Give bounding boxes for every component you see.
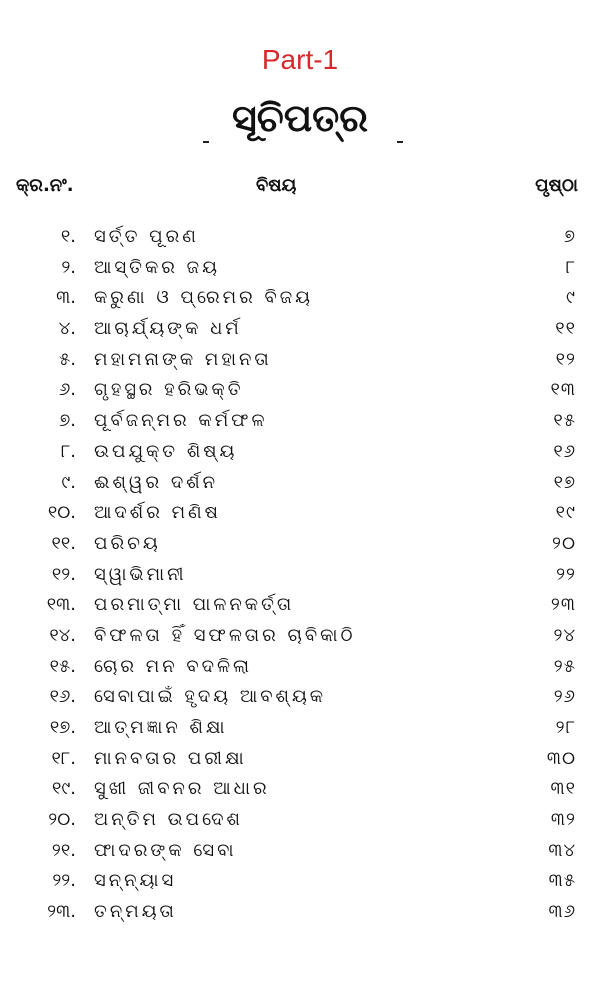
toc-row-number: ୨. bbox=[61, 256, 76, 278]
toc-row-page: ୩୦ bbox=[546, 747, 576, 769]
toc-row-subject: ଫାଦରଙ୍କ ସେବା bbox=[94, 839, 237, 861]
toc-row-page: ୨୪ bbox=[553, 624, 576, 646]
toc-row-number: ୧୩. bbox=[46, 594, 76, 616]
toc-row-subject: ସନ୍ନ୍ୟାସ bbox=[94, 870, 177, 892]
toc-row-number: ୧୪. bbox=[49, 624, 76, 646]
toc-row-page: ୭ bbox=[563, 226, 576, 247]
toc-row-page: ୨୦ bbox=[552, 532, 576, 554]
toc-row-subject: ଗୃହସ୍ଥର ହରିଭକ୍ତି bbox=[94, 379, 244, 401]
toc-row-number: ୯. bbox=[61, 471, 76, 493]
toc-row-number: ୬. bbox=[58, 379, 76, 401]
toc-row-subject: ଆତ୍ମଜ୍ଞାନ ଶିକ୍ଷା bbox=[94, 717, 228, 738]
toc-row-subject: ମହାମନାଙ୍କ ମହାନତା bbox=[94, 348, 272, 370]
part-label: Part-1 bbox=[261, 44, 339, 75]
toc-row-subject: ସେବାପାଇଁ ହୃଦୟ ଆବଶ୍ୟକ bbox=[94, 686, 327, 708]
toc-row-number: ୨୨. bbox=[52, 870, 76, 892]
toc-row-page: ୨୨ bbox=[556, 563, 576, 585]
toc-row bbox=[0, 564, 600, 595]
page-title: ସୂଚିପତ୍ର bbox=[231, 96, 369, 140]
toc-row-page: ୨୩ bbox=[550, 594, 576, 616]
toc-row bbox=[0, 748, 600, 779]
toc-row bbox=[0, 686, 600, 717]
toc-row-number: ୧୧. bbox=[51, 532, 76, 554]
toc-row-page: ୨୮ bbox=[555, 717, 576, 738]
toc-row-page: ୨୬ bbox=[553, 686, 576, 708]
toc-row-subject: ବିଫଳତା ହିଁ ସଫଳତାର ଚାବିକାଠି bbox=[94, 624, 356, 646]
toc-row bbox=[0, 318, 600, 349]
toc-row-subject: ଈଶ୍ୱର ଦର୍ଶନ bbox=[94, 471, 219, 493]
toc-row-page: ୧୧ bbox=[555, 318, 576, 340]
toc-row-page: ୩୬ bbox=[548, 901, 576, 923]
toc-row-number: ୧୯. bbox=[51, 778, 76, 800]
toc-row-subject: ପୂର୍ବଜନ୍ମର କର୍ମଫଳ bbox=[94, 410, 268, 432]
toc-row bbox=[0, 840, 600, 871]
toc-row-number: ୨୧. bbox=[51, 839, 76, 861]
toc-row-number: ୫. bbox=[59, 348, 76, 370]
toc-row bbox=[0, 287, 600, 318]
toc-row-number: ୧୬. bbox=[49, 686, 76, 708]
toc-row-number: ୮. bbox=[60, 440, 76, 462]
header-subject: ବିଷୟ bbox=[256, 175, 297, 196]
toc-row bbox=[0, 594, 600, 625]
toc-row-subject: ଆଦର୍ଶର ମଣିଷ bbox=[94, 502, 221, 524]
toc-row-subject: ଉପଯୁକ୍ତ ଶିଷ୍ୟ bbox=[94, 440, 238, 462]
toc-row-page: ୩୪ bbox=[548, 839, 576, 861]
toc-row-number: ୧୫. bbox=[49, 655, 76, 677]
toc-row bbox=[0, 809, 600, 840]
toc-row bbox=[0, 257, 600, 288]
toc-row-subject: ଚୋର ମନ ବଦଳିଲା bbox=[94, 655, 252, 677]
toc-row-page: ୯ bbox=[566, 287, 576, 309]
toc-row-subject: ପରିଚୟ bbox=[94, 532, 161, 554]
toc-row-page: ୧୫ bbox=[553, 410, 576, 432]
toc-row-subject: କରୁଣା ଓ ପ୍ରେମର ବିଜୟ bbox=[94, 287, 314, 309]
toc-row-subject: ସ୍ୱାଭିମାନୀ bbox=[94, 563, 187, 585]
toc-row-page: ୨୫ bbox=[553, 655, 576, 677]
toc-row-page: ୧୯ bbox=[555, 502, 576, 524]
title-right-dash bbox=[397, 141, 403, 143]
toc-row bbox=[0, 502, 600, 533]
toc-row bbox=[0, 410, 600, 441]
toc-row-page: ୩୧ bbox=[550, 778, 576, 800]
toc-row-page: ୩୨ bbox=[550, 809, 576, 831]
toc-row-page: ୧୨ bbox=[555, 348, 576, 370]
toc-row bbox=[0, 226, 600, 257]
toc-row-number: ୧୦. bbox=[47, 502, 76, 524]
toc-row bbox=[0, 349, 600, 380]
toc-row-page: ୧୩ bbox=[550, 379, 576, 401]
title-left-dash bbox=[203, 141, 209, 143]
toc-row-number: ୧୮. bbox=[51, 747, 76, 769]
toc-row bbox=[0, 901, 600, 932]
toc-row-number: ୩. bbox=[56, 287, 76, 309]
toc-row bbox=[0, 472, 600, 503]
toc-row-subject: ଅନ୍ତିମ ଉପଦେଶ bbox=[94, 809, 243, 831]
toc-row-subject: ପରମାତ୍ମା ପାଳନକର୍ତ୍ତା bbox=[94, 594, 295, 616]
toc-row-number: ୧୨. bbox=[51, 563, 76, 585]
toc-row-subject: ତନ୍ମୟତା bbox=[94, 901, 177, 923]
toc-row-page: ୮ bbox=[565, 256, 576, 278]
toc-row-subject: ଆସ୍ତିକର ଜୟ bbox=[94, 256, 220, 278]
toc-row-number: ୨୦. bbox=[48, 809, 76, 831]
toc-row-number: ୧. bbox=[60, 226, 76, 247]
toc-row bbox=[0, 441, 600, 472]
toc-row bbox=[0, 625, 600, 656]
toc-row-subject: ଆଚାର୍ଯ୍ୟଙ୍କ ଧର୍ମ bbox=[94, 318, 242, 340]
toc-row bbox=[0, 656, 600, 687]
toc-row bbox=[0, 717, 600, 748]
toc-row-number: ୧୭. bbox=[49, 717, 76, 738]
toc-row-number: ୪. bbox=[58, 318, 76, 340]
toc-row-page: ୧୭ bbox=[553, 471, 576, 493]
toc-row-subject: ସୁଖୀ ଜୀବନର ଆଧାର bbox=[94, 778, 270, 800]
toc-row bbox=[0, 533, 600, 564]
toc-row-subject: ସର୍ତ୍ତ ପୂରଣ bbox=[94, 226, 199, 247]
header-serial-number: କ୍ର.ନଂ. bbox=[16, 175, 74, 196]
toc-row bbox=[0, 778, 600, 809]
toc-list bbox=[0, 226, 600, 932]
toc-row bbox=[0, 870, 600, 901]
toc-row-number: ୨୩. bbox=[47, 901, 76, 923]
toc-row-subject: ମାନବତାର ପରୀକ୍ଷା bbox=[94, 747, 247, 769]
toc-row-page: ୩୫ bbox=[548, 870, 576, 892]
toc-row-page: ୧୬ bbox=[553, 440, 576, 462]
toc-row-number: ୭. bbox=[59, 410, 76, 432]
toc-header bbox=[0, 175, 600, 199]
header-page: ପୃଷ୍ଠା bbox=[535, 175, 578, 196]
toc-row bbox=[0, 379, 600, 410]
